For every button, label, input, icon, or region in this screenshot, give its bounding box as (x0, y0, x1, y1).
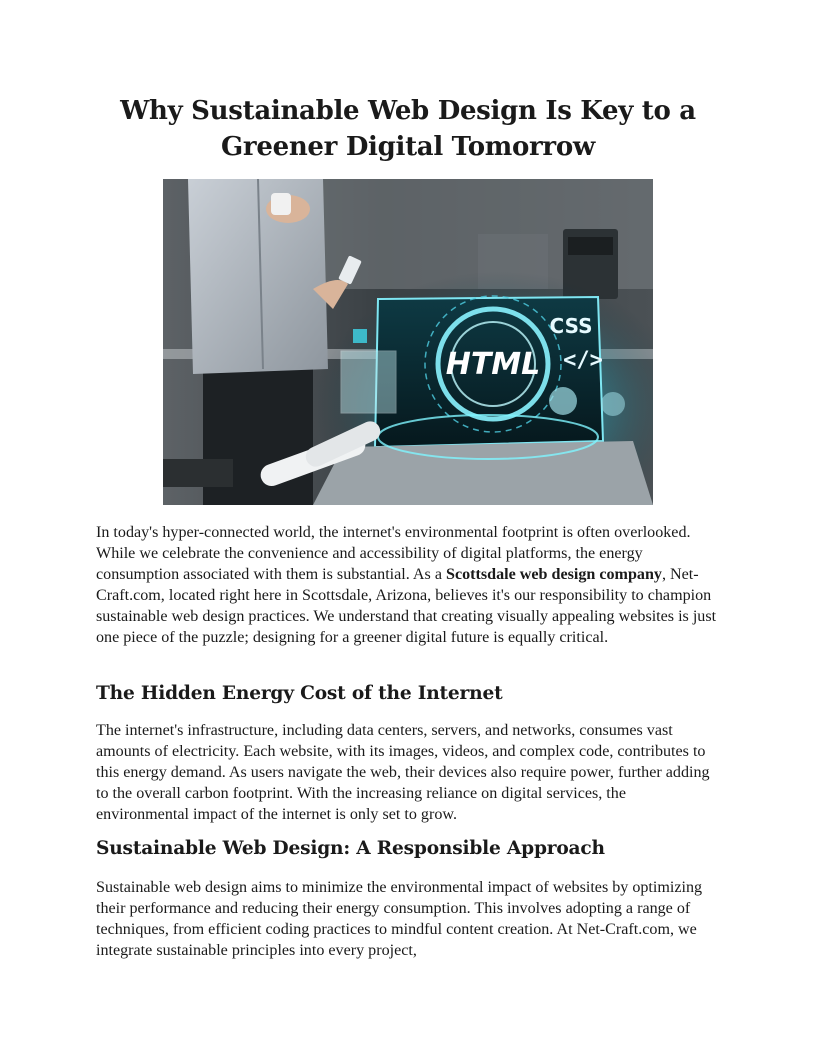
section-paragraph-sustainable-design: Sustainable web design aims to minimize the environmental impact of websites by optimizing their performance and reducing their energy consumption. This involves adopting a range of techniques, from efficient coding practices to mindful content creation. At Net-Craft.com, we integrate sustainable principles into every project, (96, 879, 703, 959)
intro-text-1: In today's hyper-connected world, the internet's environmental footprint is often overlooked. While we celebrate the convenience and accessibility of digital platforms, the energy consumption associated with them is substantial. As a (96, 524, 691, 583)
hero-image (163, 179, 653, 505)
article-title (96, 93, 720, 165)
hero-css-label: CSS (549, 314, 593, 338)
hero-code-label: </> (563, 348, 603, 373)
scottsdale-company-link-text: Scottsdale web design company (446, 566, 662, 583)
title-line-1: Why Sustainable Web Design Is Key to a (120, 96, 696, 126)
title-line-2: Greener Digital Tomorrow (221, 132, 595, 162)
section-heading-sustainable-design: Sustainable Web Design: A Responsible Approach (96, 838, 605, 859)
hero-html-label: HTML (445, 347, 541, 382)
section-heading-hidden-energy: The Hidden Energy Cost of the Internet (96, 683, 503, 704)
intro-paragraph (96, 522, 720, 648)
section-paragraph-hidden-energy: The internet's infrastructure, including data centers, servers, and networks, consumes vast amounts of electricity. Each website, with its images, videos, and complex code, contributes to this energy demand. As users navigate the web, their devices also require power, further adding to the overall carbon footprint. With the increasing reliance on digital services, the environmental impact of the internet is only set to grow. (96, 722, 710, 823)
intro-text-2: , Net-Craft.com, located right here in Scottsdale, Arizona, believes it's our responsibility to champion sustainable web design practices. We understand that creating visually appealing websites is just one piece of the puzzle; designing for a greener digital future is equally critical. (96, 566, 717, 646)
